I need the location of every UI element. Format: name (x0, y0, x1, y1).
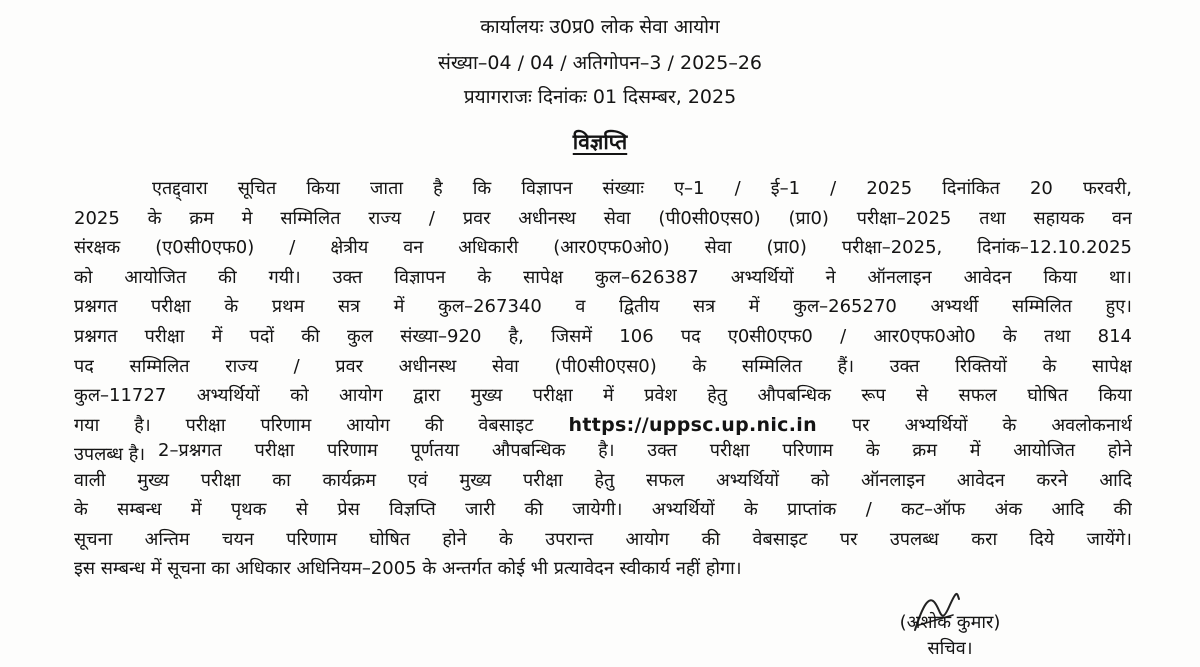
paragraph-line: संरक्षक (ए0सी0एफ0) / क्षेत्रीय वन अधिकारी (आर0एफ0ओ0) सेवा (प्रा0) परीक्षा–2025, दिनांक–12.10.2025 (74, 237, 1132, 259)
paragraph-line: 2–प्रश्नगत परीक्षा परिणाम पूर्णतया औपबन्धिक है। उक्त परीक्षा परिणाम के क्रम में आयोजित होने (158, 440, 1132, 461)
paragraph-line: सूचना अन्तिम चयन परिणाम घोषित होने के उपरान्त आयोग की वेबसाइट पर उपलब्ध करा दिये जायेंगे। (74, 528, 1132, 550)
paragraph-line: प्रश्नगत परीक्षा के प्रथम सत्र में कुल–267340 व द्वितीय सत्र में कुल–265270 अभ्यर्थी सम्मिलित हुए। (74, 296, 1132, 318)
paragraph-line: उपलब्ध है। (74, 444, 146, 466)
paragraph-line: इस सम्बन्ध में सूचना का अधिकार अधिनियम–2005 के अन्तर्गत कोई भी प्रत्यावेदन स्वीकार्य नहीं होगा। (74, 558, 742, 580)
reference-number: संख्या–04 / 04 / अतिगोपन–3 / 2025–26 (437, 52, 763, 74)
paragraph-1 (74, 174, 1132, 470)
paragraph-line: 2025 के क्रम मे सम्मिलित राज्य / प्रवर अधीनस्थ सेवा (पी0सी0एस0) (प्रा0) परीक्षा–2025 तथा सहायक वन (74, 207, 1132, 229)
notice-title-wrap (0, 128, 1200, 156)
notice-title: विज्ञप्ति (572, 130, 628, 154)
url-line-after: पर अभ्यर्थियों के अवलोकनार्थ (851, 414, 1132, 436)
url-line-before: गया है। परीक्षा परिणाम आयोग की वेबसाइट (74, 414, 534, 436)
signatory-designation: सचिव। (927, 638, 973, 659)
paragraph-line: कुल–11727 अभ्यर्थियों को आयोग द्वारा मुख्य परीक्षा में प्रवेश हेतु औपबन्धिक रूप से सफल घोषित किया (74, 385, 1132, 407)
place-and-date: प्रयागराजः दिनांकः 01 दिसम्बर, 2025 (463, 86, 737, 108)
paragraph-line: प्रश्नगत परीक्षा में पदों की कुल संख्या–920 है, जिसमें 106 पद ए0सी0एफ0 / आर0एफ0ओ0 के तथा 814 (74, 325, 1132, 347)
office-name: कार्यालयः उ0प्र0 लोक सेवा आयोग (480, 16, 720, 38)
signatory-name: (अशोक कुमार) (899, 612, 1001, 633)
website-link[interactable]: https://uppsc.up.nic.in (568, 413, 817, 436)
paragraph-line: के सम्बन्ध में पृथक से प्रेस विज्ञप्ति जारी की जायेगी। अभ्यर्थियों के प्राप्तांक / कट–ऑफ अंक आदि की (74, 499, 1132, 521)
paragraph-line: वाली मुख्य परीक्षा का कार्यक्रम एवं मुख्य परीक्षा हेतु सफल अभ्यर्थियों को ऑनलाइन आवेदन करने आदि (74, 469, 1132, 491)
paragraph-2 (74, 436, 1132, 584)
paragraph-line: को आयोजित की गयी। उक्त विज्ञापन के सापेक्ष कुल–626387 अभ्यर्थियों ने ऑनलाइन आवेदन किया था। (74, 266, 1132, 288)
paragraph-line: एतद्द्वारा सूचित किया जाता है कि विज्ञापन संख्याः ए–1 / ई–1 / 2025 दिनांकित 20 फरवरी, (152, 178, 1132, 199)
paragraph-line: पद सम्मिलित राज्य / प्रवर अधीनस्थ सेवा (पी0सी0एस0) के सम्मिलित हैं। उक्त रिक्तियों के सापेक्ष (74, 355, 1132, 377)
